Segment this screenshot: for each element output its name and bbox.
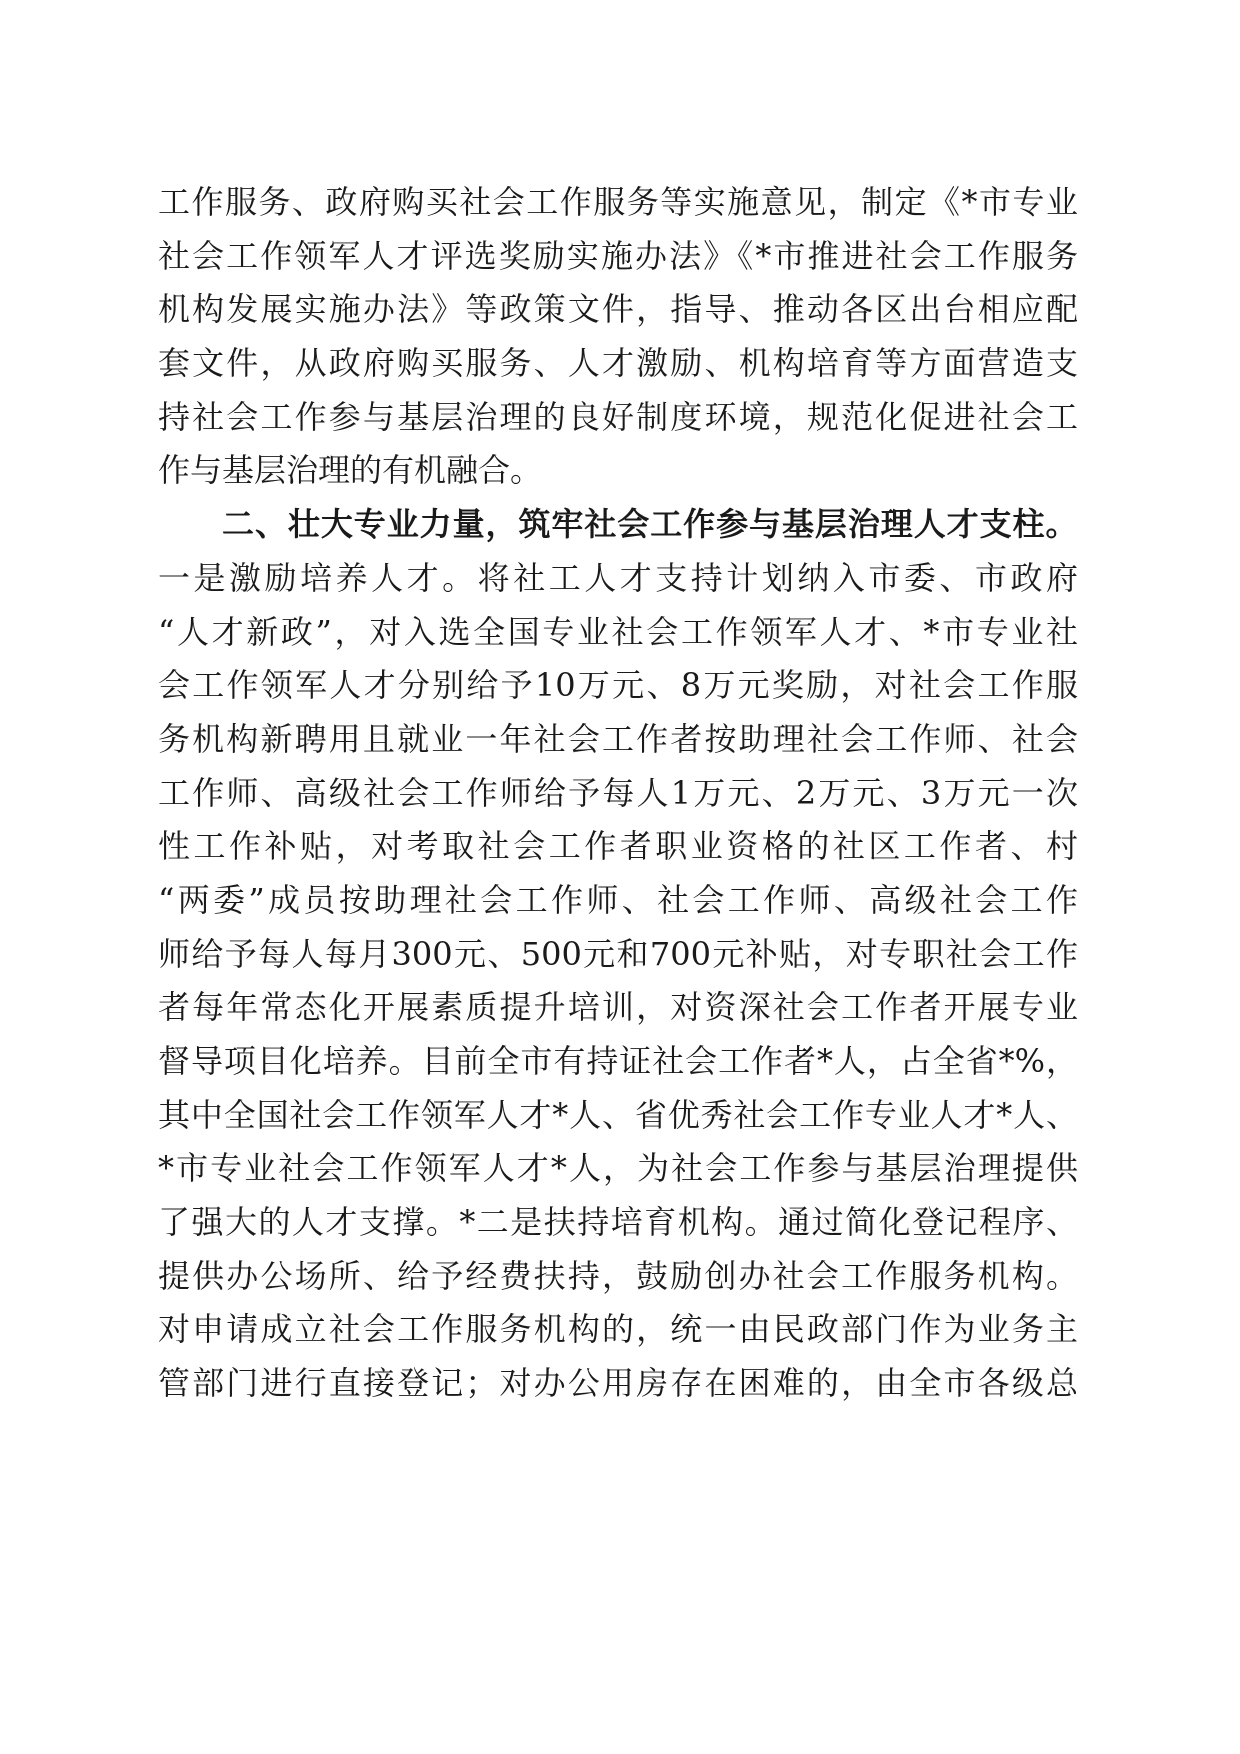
text-line: “人才新政”，对入选全国专业社会工作领军人才、*市专业社 (158, 612, 1078, 651)
text-line: 会工作领军人才分别给予10万元、8万元奖励，对社会工作服 (158, 666, 1078, 705)
text-line: 督导项目化培养。目前全市有持证社会工作者*人，占全省*%， (158, 1042, 1078, 1080)
text-line: 提供办公场所、给予经费扶持，鼓励创办社会工作服务机构。 (158, 1256, 1078, 1295)
text-line: 性工作补贴，对考取社会工作者职业资格的社区工作者、村 (158, 827, 1078, 866)
text-line: 持社会工作参与基层治理的良好制度环境，规范化促进社会工 (158, 397, 1078, 436)
text-line: 工作师、高级社会工作师给予每人1万元、2万元、3万元一次 (158, 773, 1078, 812)
paragraph-2 (158, 552, 1078, 1411)
text-line: 一是激励培养人才。将社工人才支持计划纳入市委、市政府 (158, 558, 1078, 597)
text-line: 作与基层治理的有机融合。 (158, 451, 543, 490)
text-line: *市专业社会工作领军人才*人，为社会工作参与基层治理提供 (158, 1149, 1078, 1188)
text-line: 社会工作领军人才评选奖励实施办法》《*市推进社会工作服务 (158, 236, 1078, 275)
text-line: 套文件，从政府购买服务、人才激励、机构培育等方面营造支 (158, 344, 1078, 383)
text-line: 对申请成立社会工作服务机构的，统一由民政部门作为业务主 (158, 1310, 1078, 1349)
text-line: 工作服务、政府购买社会工作服务等实施意见，制定《*市专业 (158, 183, 1078, 221)
text-line: 师给予每人每月300元、500元和700元补贴，对专职社会工作 (158, 934, 1078, 973)
paragraph-1 (158, 176, 1078, 498)
section-heading: 二、壮大专业力量，筑牢社会工作参与基层治理人才支柱。 (222, 505, 1078, 544)
text-line: “两委”成员按助理社会工作师、社会工作师、高级社会工作 (158, 880, 1078, 919)
text-line: 管部门进行直接登记；对办公用房存在困难的，由全市各级总 (158, 1364, 1078, 1403)
text-line: 者每年常态化开展素质提升培训，对资深社会工作者开展专业 (158, 988, 1078, 1027)
text-line: 务机构新聘用且就业一年社会工作者按助理社会工作师、社会 (158, 719, 1078, 758)
text-line: 机构发展实施办法》等政策文件，指导、推动各区出台相应配 (158, 290, 1078, 329)
text-line: 了强大的人才支撑。*二是扶持培育机构。通过简化登记程序、 (158, 1203, 1078, 1242)
text-line: 其中全国社会工作领军人才*人、省优秀社会工作专业人才*人、 (158, 1095, 1078, 1134)
document-body (158, 176, 1078, 1411)
